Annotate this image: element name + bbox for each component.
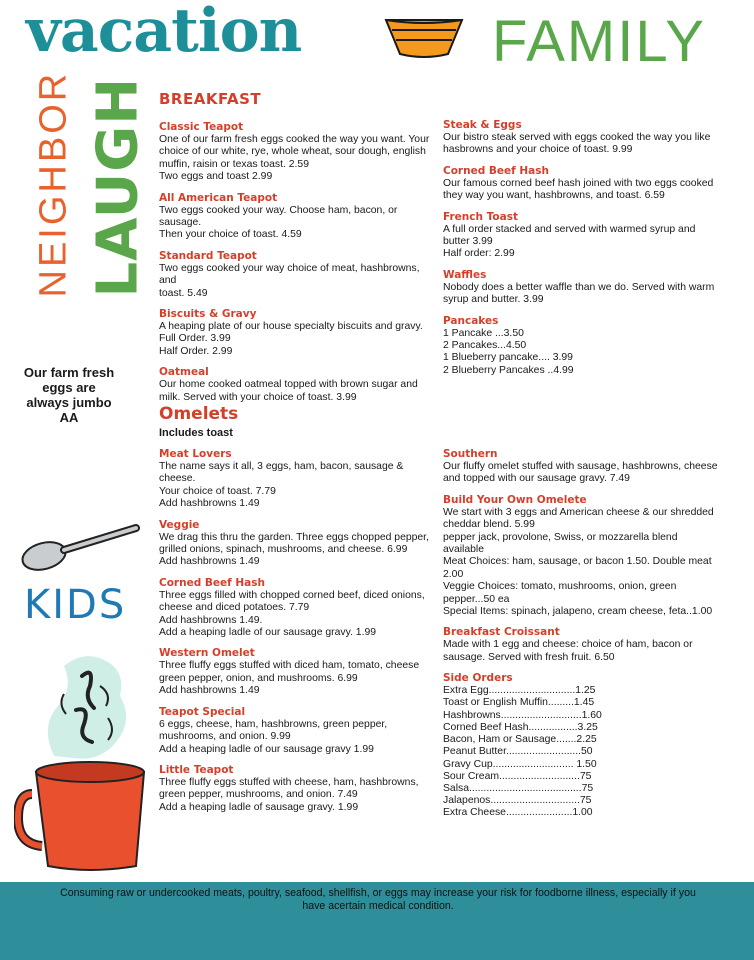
item-description: Half Order. 2.99 — [159, 345, 233, 357]
item-description: sausage. Served with fresh fruit. 6.50 — [443, 651, 615, 663]
item-description: 6 eggs, cheese, ham, hashbrowns, green pepper, — [159, 718, 388, 730]
item-name: Standard Teapot — [159, 249, 257, 262]
item-description: The name says it all, 3 eggs, ham, bacon, sausage & cheese. — [159, 461, 404, 485]
item-description: Our bistro steak served with eggs cooked the way you like — [443, 132, 711, 143]
side-orders-heading: Side Orders — [443, 672, 513, 685]
item-name: Meat Lovers — [159, 448, 232, 460]
steam-icon — [34, 646, 146, 766]
item-description: 1 Blueberry pancake.... 3.99 — [443, 352, 573, 364]
item-description: Our home cooked oatmeal topped with brown sugar and — [159, 379, 418, 391]
item-name: Biscuits & Gravy — [159, 308, 257, 321]
omelets-heading: Omelets — [159, 404, 239, 424]
item-description: One of our farm fresh eggs cooked the way you want. Your — [159, 134, 430, 145]
item-description: Special Items: spinach, jalapeno, cream cheese, feta..1.00 — [443, 606, 713, 618]
item-name: Steak & Eggs — [443, 119, 522, 131]
farm-fresh-note: Our farm fresh eggs are always jumbo AA — [23, 365, 115, 425]
item-description: Full Order. 3.99 — [159, 333, 231, 345]
item-description: Add hashbrowns 1.49. — [159, 614, 263, 626]
item-description: 2.00 — [443, 568, 464, 580]
item-description: 1 Pancake ...3.50 — [443, 327, 524, 339]
side-order-line: Peanut Butter..........................50 — [443, 746, 593, 758]
item-description: A heaping plate of our house specialty biscuits and gravy. — [159, 321, 423, 333]
item-description: Veggie Choices: tomato, mushrooms, onion, green — [443, 581, 677, 593]
side-order-line: Extra Egg..............................1.25 — [443, 685, 596, 697]
item-description: choice of our white, rye, whole wheat, sour dough, english — [159, 146, 426, 158]
item-description: We drag this thru the garden. Three eggs chopped pepper, — [159, 531, 429, 543]
item-name: Build Your Own Omelete — [443, 493, 587, 506]
menu-item — [159, 192, 434, 242]
item-description: Then your choice of toast. 4.59 — [159, 229, 302, 241]
neighbor-heading: NEIGHBOR — [32, 70, 75, 298]
item-description: Add hashbrowns 1.49 — [159, 498, 260, 510]
item-description: cheese and diced potatoes. 7.79 — [159, 602, 310, 614]
bowl-icon — [384, 14, 464, 62]
item-name: Western Omelet — [159, 647, 255, 660]
menu-item — [159, 647, 434, 697]
menu-item — [443, 626, 718, 664]
item-description: green pepper, mushrooms, and onion. 7.49 — [159, 789, 358, 801]
side-order-line: Gravy Cup............................ 1.50 — [443, 758, 597, 770]
item-description: hasbrowns and your choice of toast. 9.99 — [443, 144, 633, 156]
menu-item — [443, 119, 718, 157]
item-description: mushrooms, and onion. 9.99 — [159, 731, 291, 743]
omelets-right-column — [443, 448, 718, 828]
side-orders — [443, 672, 718, 819]
item-name: Oatmeal — [159, 366, 209, 379]
item-description: pepper jack, provolone, Swiss, or mozzarella blend available — [443, 531, 678, 556]
item-description: butter 3.99 — [443, 236, 493, 248]
item-description: and topped with our sausage gravy. 7.49 — [443, 473, 630, 485]
item-description: Three fluffy eggs stuffed with diced ham, tomato, cheese — [159, 660, 420, 672]
item-description: they way you want, hashbrowns, and toast. 6.59 — [443, 190, 665, 202]
item-description: Nobody does a better waffle than we do. Served with warm — [443, 281, 715, 293]
menu-item — [159, 366, 434, 404]
item-description: 2 Blueberry Pancakes ..4.99 — [443, 364, 574, 376]
item-description: green pepper, onion, and mushrooms. 6.99 — [159, 672, 358, 684]
menu-item — [159, 764, 434, 814]
item-description: Two eggs cooked your way. Choose ham, bacon, or sausage. — [159, 204, 398, 229]
item-description: Two eggs cooked your way choice of meat, hashbrowns, and — [159, 262, 420, 287]
menu-item — [159, 308, 434, 358]
item-description: milk. Served with your choice of toast. 3.99 — [159, 391, 357, 403]
item-description: Made with 1 egg and cheese: choice of ham, bacon or — [443, 639, 693, 651]
item-description: syrup and butter. 3.99 — [443, 294, 544, 306]
item-description: cheddar blend. 5.99 — [443, 519, 535, 531]
item-description: Half order: 2.99 — [443, 248, 515, 260]
item-description: pepper...50 ea — [443, 593, 510, 605]
side-order-line: Salsa.......................................75 — [443, 782, 594, 794]
side-order-line: Toast or English Muffin.........1.45 — [443, 697, 595, 709]
menu-item — [443, 448, 718, 486]
menu-item — [443, 211, 718, 261]
item-description: toast. 5.49 — [159, 287, 208, 299]
item-description: We start with 3 eggs and American cheese & our shredded — [443, 506, 714, 518]
mug-icon — [14, 754, 154, 874]
menu-item — [159, 577, 434, 640]
item-description: Our fluffy omelet stuffed with sausage, hashbrowns, cheese — [443, 461, 718, 472]
item-description: Three eggs filled with chopped corned beef, diced onions, — [159, 589, 425, 601]
item-description: muffin, raisin or texas toast. 2.59 — [159, 158, 309, 170]
menu-item — [443, 494, 718, 619]
side-order-line: Bacon, Ham or Sausage.......2.25 — [443, 734, 597, 746]
item-name: Classic Teapot — [159, 121, 244, 133]
breakfast-right-column — [443, 119, 718, 385]
item-description: grilled onions, spinach, mushrooms, and cheese. 6.99 — [159, 544, 408, 556]
laugh-heading: LAUGH — [85, 76, 151, 298]
item-name: Waffles — [443, 268, 487, 281]
menu-item — [159, 706, 434, 756]
item-description: Meat Choices: ham, sausage, or bacon 1.50. Double meat — [443, 556, 712, 568]
breakfast-left-column — [159, 121, 434, 412]
side-order-line: Hashbrowns............................1.60 — [443, 709, 602, 721]
item-name: Breakfast Croissant — [443, 626, 560, 639]
menu-item — [443, 165, 718, 203]
spoon-icon — [18, 518, 146, 578]
item-description: Add a heaping ladle of our sausage gravy. 1.99 — [159, 627, 377, 639]
item-name: French Toast — [443, 210, 518, 223]
breakfast-heading: BREAKFAST — [159, 90, 262, 108]
item-description: A full order stacked and served with warmed syrup and — [443, 223, 696, 235]
item-name: Little Teapot — [159, 763, 234, 776]
omelets-subheading: Includes toast — [159, 427, 233, 439]
menu-item — [443, 269, 718, 307]
item-description: Add hashbrowns 1.49 — [159, 556, 260, 568]
vacation-heading: vacation — [26, 0, 302, 66]
side-order-line: Jalapenos...............................75 — [443, 795, 592, 807]
omelets-left-column — [159, 448, 434, 822]
item-name: Veggie — [159, 518, 200, 531]
item-name: Pancakes — [443, 314, 499, 327]
footer-disclaimer: Consuming raw or undercooked meats, poultry, seafood, shellfish, or eggs may increase your risk for foodborne illness, especially if you have acertain medical condition. — [60, 887, 696, 912]
family-heading: FAMILY — [492, 9, 706, 74]
item-description: Two eggs and toast 2.99 — [159, 171, 273, 183]
kids-heading: KIDS — [24, 582, 127, 628]
item-description: Our famous corned beef hash joined with two eggs cooked — [443, 177, 714, 189]
item-name: Teapot Special — [159, 705, 246, 718]
menu-item — [159, 448, 434, 511]
item-name: Southern — [443, 448, 498, 460]
item-description: Add hashbrowns 1.49 — [159, 685, 260, 697]
item-name: Corned Beef Hash — [443, 164, 549, 177]
item-name: Corned Beef Hash — [159, 576, 265, 589]
item-name: All American Teapot — [159, 191, 278, 204]
side-order-line: Sour Cream............................75 — [443, 770, 592, 782]
item-description: Add a heaping ladle of our sausage gravy 1.99 — [159, 743, 374, 755]
side-order-line: Corned Beef Hash.................3.25 — [443, 721, 598, 733]
item-description: Three fluffy eggs stuffed with cheese, ham, hashbrowns, — [159, 776, 419, 788]
menu-item — [443, 315, 718, 378]
menu-item — [159, 250, 434, 300]
item-description: Add a heaping ladle of sausage gravy. 1.99 — [159, 801, 359, 813]
side-order-line: Extra Cheese.......................1.00 — [443, 807, 593, 819]
menu-item — [159, 519, 434, 569]
item-description: Your choice of toast. 7.79 — [159, 485, 276, 497]
item-description: 2 Pancakes...4.50 — [443, 340, 527, 352]
menu-item — [159, 121, 434, 184]
